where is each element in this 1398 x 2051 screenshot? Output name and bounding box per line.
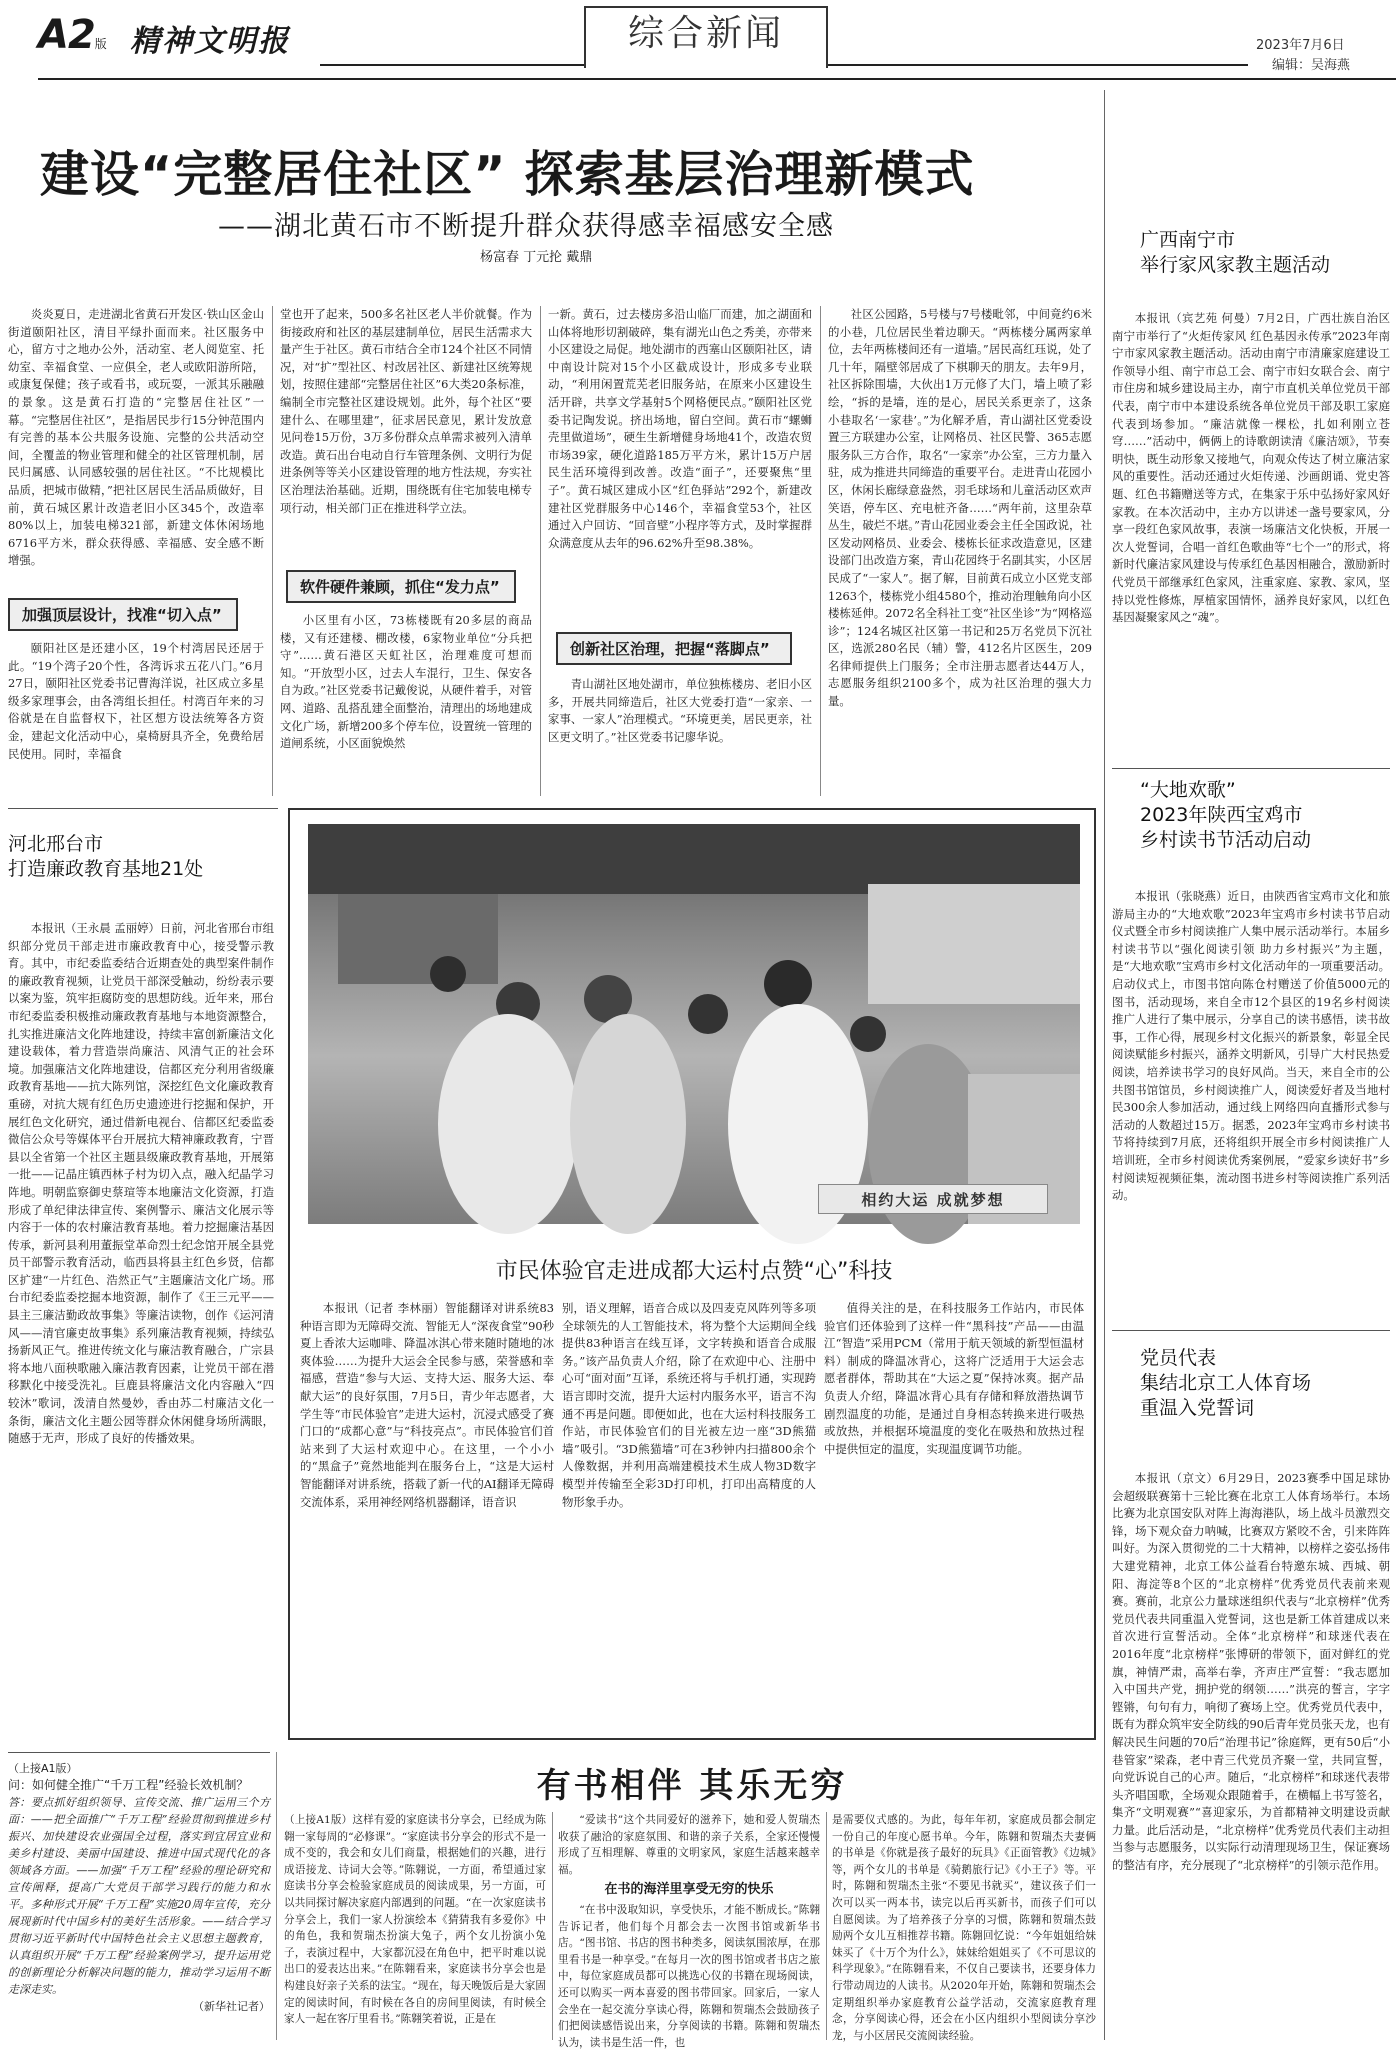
lead-col2b: 小区里有小区，73栋楼既有20多层的商品楼，又有还建楼、棚改楼，6家物业单位“分兵把守”……黄石港区天虹社区，治理难度可想而知。“开放型小区，过去人车混行，卫生、保安各自为政。”社区党委书记戴俊说，从硬件着手，对管网、道路、乱搭乱建全面整治，清理出的场地建成文化广场，新增200多个停车位，设置统一管理的道闸系统，小区面貌焕然 [280,613,532,751]
masthead [0,0,1398,80]
photo-story-headline: 市民体验官走进成都大运村点赞“心”科技 [495,1259,893,1284]
col-divider [552,1812,553,2040]
section-rule [8,808,278,809]
col-divider [820,306,821,796]
qa-question: 问：如何健全推广“千万工程”经验长效机制？ [8,1778,249,1792]
news-photo [308,824,1080,1224]
masthead-rule [38,78,1396,80]
right-column-divider [1104,90,1105,2040]
lead-col3b: 青山湖社区地处湖市，单位独栋楼房、老旧小区多，开展共同缔造后，社区大党委打造“一家亲、一家事、一家人”治理模式。“环境更美，居民更亲，社区更文明了。”社区党委书记廖华说。 [548,677,812,744]
photo-story-col3: 值得关注的是，在科技服务工作站内，市民体验官们还体验到了这样一件“黑科技”产品——由温江“智造”采用PCM（常用于航天领域的新型恒温材料）制成的降温冰背心，这将广泛适用于大运会志愿者群体，帮助其在“大运之夏”保持冰爽。据产品负责人介绍，降温冰背心具有存储和释放潜热调节剧烈温度的功能，是通过自身相态转换来进行吸热或放热，并根据环境温度的变化在吸热和放热过程中提供恒定的温度，实现温度调节功能。 [824,1301,1084,1456]
photo-story-col2: 别，语义理解，语音合成以及四麦克风阵列等多项全球领先的人工智能技术，将为整个大运期间全线提供83种语言在线互译，文字转换和语音合成服务。”该产品负责人介绍，除了在欢迎中心、注册中心可“面对面”互译，系统还将与手机打通，实现跨语言即时交流，提升大运村内服务水平，语言不沟通不再是问题。即便如此，也在大运村科技服务工作站，市民体验官们的目光被左边一座“3D熊猫墙”吸引。“3D熊猫墙”可在3秒钟内扫描800余个人像数据，并利用高端建模技术生成人物3D数字模型并传输至全彩3D打印机，打印出高精度的人物形象手办。 [562,1301,816,1509]
right2-title: “大地欢歌” 2023年陕西宝鸡市 乡村读书节活动启动 [1140,779,1312,851]
right1-title: 广西南宁市 举行家风家教主题活动 [1140,229,1331,276]
banner-text: 相约大运 成就梦想 [861,1190,1005,1209]
right3-body: 本报讯（京文）6月29日，2023赛季中国足球协会超级联赛第十三轮比赛在北京工人体育场举行。本场比赛为北京国安队对阵上海海港队，场上战斗员激烈交锋，场下观众奋力呐喊，比赛双方紧咬不舍，引来阵阵叫好。为深入贯彻党的二十大精神，以榜样之姿弘扬伟大建党精神，北京工体公益看台特邀东城、西城、朝阳、海淀等8个区的“北京榜样”优秀党员代表前来观赛。赛前，北京公力量球迷组织代表与“北京榜样”优秀党员代表共同重温入党誓词，这也是新工体首建成以来首次进行宣誓活动。全体“北京榜样”和球迷代表在2016年度“北京榜样”张博研的带领下，面对鲜红的党旗，神情严肃，高举右拳，齐声庄严宣誓：“我志愿加入中国共产党，拥护党的纲领……”洪亮的誓言，字字铿锵，句句有力，响彻了赛场上空。优秀党员代表中，既有为群众筑牢安全防线的90后青年党员张天龙，也有解决民生问题的70后“治理书记”徐庭辉，更有50后“小巷管家”梁森，老中青三代党员齐聚一堂，共同宣誓，向党诉说自己的心声。随后，“北京榜样”和球迷代表带头齐唱国歌，全场观众跟随着手，在横幅上书写签名，集齐“文明观赛”“喜迎家乐，为首都精神文明建设贡献力量。此后活动是，“北京榜样”优秀党员代表们主动担当参与志愿服务，以实际行动清理现场卫生，保证赛场的整洁有序，充分展现了“北京榜样”的引领示范作用。 [1112,1471,1390,1873]
lead-col4: 社区公园路，5号楼与7号楼毗邻，中间竟约6米的小巷，几位居民坐着边聊天。“两栋楼分属两家单位，去年两栋楼间还有一道墙。”居民高红珏说，处了几十年，隔壁邻居成了下棋聊天的朋友。去年9月，社区拆除围墙，大伙出1万元修了大门，墙上喷了彩绘，“拆的是墙，连的是心，居民关系更亲了，这条小巷取名‘一家巷’。”为化解矛盾，青山湖社区党委设置三方联建办公室，让网格员、社区民警、365志愿服务队三方合作，取名“一家亲”办公室，三方力量入驻，成为推进共同缔造的重要平台。走进青山花园小区，休闲长廊绿意盎然，羽毛球场和儿童活动区欢声笑语，停车区、充电桩齐备……“两年前，这里杂草丛生，破烂不堪。”青山花园业委会主任全国政说，社区发动网格员、业委会、楼栋长征求改造意见，区建设部门出改造方案，青山花园终于名副其实，小区居民成了“一家人”。据了解，目前黄石成立小区党支部1263个，楼栋党小组4580个，推动治理触角向小区楼栋延伸。2072名全科社工变“社区坐诊”为“网格巡诊”；124名城区社区第一书记和25万名党员下沉社区，选派280名民（辅）警，412名片区医生，209名律师提供上门服务；全市注册志愿者达44万人，志愿服务组织2100多个，成为社区治理的强大力量。 [828,307,1092,709]
col-divider [272,306,273,796]
left-story-body: 本报讯（王永晨 孟丽婷）日前，河北省邢台市组织部分党员干部走进市廉政教育中心，接受警示教育。其中，市纪委监委结合近期查处的典型案件制作的廉政教育视频，让党员干部深受触动，纷纷表示要以案为鉴，筑牢拒腐防变的思想防线。近年来，邢台市纪委监委积极推动廉政教育基地与本地资源整合，扎实推进廉洁文化阵地建设，持续丰富创新廉洁文化建设载体，着力营造崇尚廉洁、风清气正的社会环境。加强廉洁文化阵地建设，信都区充分利用省级廉政教育基地——抗大陈列馆，深挖红色文化廉政教育重磅，对抗大规有红色历史遗迹进行挖掘和保护，开展红色文化研究，通过借新电视台、信都区纪委监委微信公众号等媒体平台开展抗大精神廉政教育，宁晋县以全省第一个社区主题县级廉政教育基地，开展第一批——记晶庄镇西林子村为切入点，融入纪晶学习阵地。明朝监察御史蔡瑄等本地廉洁文化资源，打造形成了单纪律法律宣传、案例警示、廉洁文化展示等内容于一体的农村廉洁教育基地。着力挖掘廉洁基因传承，新河县利用董振堂革命烈士纪念馆开展全县党员干部警示教育活动，临西县将县主红色乡贤，信都区扩建“一片红色、浩然正气”主题廉洁文化广场。邢台市纪委监委挖掘本地资源，制作了《王三元平——县主三廉洁勤政故事集》等廉洁读物，创作《运河清风——清官廉吏故事集》系列廉洁教育视频，持续弘扬新风正气。推进传统文化与廉洁教育融合，广宗县将本地八面秧歌融入廉洁教育因素，让党员干部在潜移默化中接受洗礼。巨鹿县将廉洁文化内容融入“四较沐”歌词，泼清自然曼妙，香由苏二村廉洁文化一条街，廉洁文化主题公园等群众休闲健身场所满眼，随感于无声，形成了良好的传播效果。 [8,921,274,1446]
lead-headline: 建设“完整居住社区” 探索基层治理新模式 [40,146,975,203]
books-col1: （上接A1版）这样有爱的家庭读书分享会，已经成为陈翱一家每周的“必修课”。“家庭读书分享会的形式不是一成不变的，我会和女儿们商量，根据她们的兴趣，进行成语接龙、诗词大会等。”陈翱说，一方面，希望通过家庭读书分享会检验家庭成员的阅读成果，另一方面，可以共同探讨解决家庭内部遇到的问题。“在一次家庭读书分享会上，我们一家人扮演绘本《猜猜我有多爱你》中的角色，我和贺瑞杰扮演大兔子，两个女儿扮演小兔子，表演过程中，大家都沉浸在角色中，把平时难以说出口的爱表达出来。”在陈翱看来，家庭读书分享会也是构建良好亲子关系的法宝。“现在，每天晚饭后是大家固定的阅读时间，有时候在各自的房间里阅读，有时候全家人一起在客厅里看书。”陈翱笑着说，正是在 [284,1814,546,2026]
books-headline: 有书相伴 其乐无穷 [536,1766,848,1806]
editor-credit: 编辑：吴海燕 [1272,58,1351,73]
lead-subhead-2: 软件硬件兼顾，抓住“发力点” [286,570,516,603]
qa-source: （新华社记者） [193,2000,270,2013]
paper-name: 精神文明报 [130,24,290,59]
books-subhead: 在书的海洋里享受无穷的快乐 [604,1882,774,1897]
books-col2b: “在书中汲取知识，享受快乐，才能不断成长。”陈翱告诉记者，他们每个月都会去一次图书馆或新华书店。“图书馆、书店的图书种类多，阅读氛围浓厚，在那里看书是一种享受。”在每月一次的图书馆或者书店之旅中，每位家庭成员都可以挑选心仪的书籍在现场阅读，还可以购买一两本喜爱的图书带回家。回家后，一家人会坐在一起交流分享读心得，陈翱和贺瑞杰会鼓励孩子们把阅读感悟说出来，分享阅读的书籍。陈翱和贺瑞杰认为，读书是生活一件，也 [558,1904,820,2049]
qa-answer: 答：要点抓好组织领导、宣传交流、推广运用三个方面：——把全面推广“千万工程”经验贯彻到推进乡村振兴、加快建设农业强国全过程，落实到宜居宜业和美乡村建设、美丽中国建设、推进中国式现代化的各领域各方面。——加强“千万工程”经验的理论研究和宣传阐释，提高广大党员干部学习践行的能力和水平。多种形式开展“千万工程”实施20周年宣传，充分展现新时代中国乡村的美好生活形象。——结合学习贯彻习近平新时代中国特色社会主义思想主题教育，认真组织开展“千万工程”经验案例学习，提升运用党的创新理论分析解决问题的能力，推动学习运用不断走深走实。 [8,1796,270,1996]
lead-col3: 一新。黄石，过去楼房多沿山临厂而建，加之湖面和山体将地形切割破碎，集有湖光山色之秀美，亦带来小区建设之局促。地处湖市的西塞山区颐阳社区，请中南设计院对15个小区截成设计，形成多专业联动，“利用闲置荒芜老旧服务站，在原来小区建设生活开辟，共享文学基射5个网格便民点。”颐阳社区党委书记陶发说。挤出场地，留白空间。黄石市“螺蛳壳里做道场”，硬生生新增健身场地41个，改造农贸市场39家，硬化道路185万平方米，累计15万户居民生活环境得到改善。改造“面子”，还要聚焦“里子”。黄石城区建成小区“红色驿站”292个，新建改建社区党群服务中心146个，幸福食堂53个，社区通过入户回访、“回音壁”小程序等方式，及时掌握群众满意度从去年的96.62%升至98.38%。 [548,307,812,550]
lead-col1b: 颐阳社区是还建小区，19个村湾居民还居于此。“19个湾子20个性，各湾诉求五花八门。”6月27日，颐阳社区党委书记曹海洋说，社区成立多星级多家理事会，由各湾组长担任。村湾百年来的习俗就是在自监督权下，社区想方设法统筹各方资金，建起文化活动中心，桌椅厨具齐全，免费给居民使用。同时，幸福食 [8,641,264,761]
page-code: A2版 [38,12,106,58]
right2-body: 本报讯（张晓燕）近日，由陕西省宝鸡市文化和旅游局主办的“大地欢歌”2023年宝鸡市乡村读书节启动仪式暨全市乡村阅读推广人集中展示活动举行。本届乡村读书节以“强化阅读引领 助力乡村振兴”为主题，是“大地欢歌”宝鸡市乡村文化活动年的一项重要活动。启动仪式上，市图书馆向陈仓村赠送了价值5000元的图书，活动现场，来自全市12个县区的19名乡村阅读推广人进行了集中展示，分享自己的读书感悟，读书故事，工作心得，展现乡村文化振兴的新景象，彰显全民阅读赋能乡村振兴，涵养文明新风，引导广大村民热爱阅读，培养读书学习的良好风尚。当天，来自全市的公共图书馆馆员，乡村阅读推广人，阅读爱好者及当地村民300余人参加活动，通过线上网络四向直播形式参与活动的人数超过15万。据悉，2023年宝鸡市乡村读书节将持续到7月底，还将组织开展全市乡村阅读推广人培训班，全市乡村阅读优秀案例展，“爱家乡读好书”乡村阅读短视频征集，流动图书进乡村等阅读推广系列活动。 [1112,889,1390,1203]
section-box [584,6,828,68]
qa-block [8,1760,270,2040]
photo-caption-banner [818,1184,1048,1214]
masthead-divider-left [320,64,584,66]
crowd-photo-illustration [308,824,1080,1224]
right3-title: 党员代表 集结北京工人体育场 重温入党誓词 [1140,1347,1312,1419]
lead-col2: 堂也开了起来，500多名社区老人半价就餐。作为街接政府和社区的基层建制单位，居民生活需求大量产生于社区。黄石市结合全市124个社区不同情况，对“扩”型社区、村改居社区、新建社区统筹规划，按照住建部“完整居住社区”6大类20条标准，编制全市完整社区建设规划。此外，每个社区“要建什么、在哪里建”，征求居民意见，累计发放意见问卷15万份，3万多份群众点单需求被列入清单改造。黄石出台电动自行车管理条例、文明行为促进条例等等关小区建设管理的地方性法规，夯实社区治理法治基础。近期，围绕既有住宅加装电梯专项行动，相关部门正在推进科学立法。 [280,307,532,515]
col-divider [826,1812,827,2040]
masthead-divider-right [828,64,1248,66]
section-title: 综合新闻 [627,13,784,54]
photo-story-col1: 本报讯（记者 李林丽）智能翻译对讲系统83种语言即为无障碍交流、智能无人“深夜食堂”90秒夏上香浓大运咖啡、降温冰淇心带来随时随地的冰爽体验……为提升大运会全民参与感，荣誉感和幸福感，营造“参与大运、支持大运、服务大运、奉献大运”的良好氛围，7月5日，青少年志愿者，大学生等“市民体验官”走进大运村，沉浸式感受了赛门口的“成都心意”与“科技亮点”。市民体验官们首站来到了大运村欢迎中心。在这里，一个小小的“黑盒子”竟然地能判在服务台上，“这是大运村智能翻译对讲系统，搭载了新一代的AI翻译无障碍交流体系，采用神经网络机器翻译，语音识 [300,1301,554,1509]
lead-subhead-1: 加强顶层设计，找准“切入点” [8,598,238,631]
lead-subheadline: ——湖北黄石市不断提升群众获得感幸福感安全感 [218,211,834,242]
issue-date: 2023年7月6日 [1256,38,1345,53]
books-col3: 是需要仪式感的。为此，每年年初，家庭成员都会制定一份自己的年度心愿书单。今年，陈翱和贺瑞杰夫妻俩的书单是《你就是孩子最好的玩具》《正面管教》《边城》等，两个女儿的书单是《骑鹅旅行记》《小王子》等。平时，陈翱和贺瑞杰主张“不要见书就买”，建议孩子们一次可以买一两本书，读完以后再买新书，而孩子们可以自愿阅读。为了培养孩子分享的习惯，陈翱和贺瑞杰鼓励两个女儿互相推荐书籍。陈翱回忆说：“今年姐姐给妹妹买了《十万个为什么》，妹妹给姐姐买了《不可思议的科学现象》。”在陈翱看来，不仅自己要读书，还要身体力行带动周边的人读书。从2020年开始，陈翱和贺瑞杰会定期组织举办家庭教育公益学活动，交流家庭教育理念，分享阅读心得，还会在小区内组织小型阅读分享沙龙，与小区居民交流阅读经验。 [832,1814,1096,2042]
section-rule [8,1752,270,1753]
col-divider [540,306,541,796]
lead-byline: 杨富春 丁元抡 戴鼎 [480,250,593,265]
qa-continuation: （上接A1版） [8,1762,78,1775]
section-rule [1112,768,1390,769]
left-story-title: 河北邢台市 打造廉政教育基地21处 [8,833,204,880]
lead-col1: 炎炎夏日，走进湖北省黄石开发区·铁山区金山街道颐阳社区，清目平绿扑面而来。社区服务中心，留方寸之地办公外，活动室、老人阅览室、托幼室、幸福食堂、一应俱全，老人或欧阳游所陪，或康复保健；孩子或看书，或玩耍，一派其乐融融的景象。这是黄石打造的“完整居住社区”一幕。“完整居住社区”，是指居民步行15分钟范围内有完善的基本公共服务设施、完整的公共活动空间，全覆盖的物业管理和健全的社区管理机制，居民归属感、认同感较强的居住社区。“不比规模比品质，把城市做精，”把社区居民生活品质做好，目前，黄石城区累计改造老旧小区345个，改造率80%以上，加装电梯321部，新建文体休闲场地6716平方米，群众获得感、幸福感、安全感不断增强。 [8,307,264,568]
lead-subhead-3: 创新社区治理，把握“落脚点” [556,632,792,665]
books-col2: “爱读书”这个共同爱好的滋养下，她和爱人贺瑞杰收获了融洽的家庭氛围、和谐的亲子关系，全家还慢慢形成了互相理解、尊重的文明家风，家庭生活越来越幸福。 [558,1814,820,1876]
right1-body: 本报讯（宾艺苑 何曼）7月2日，广西壮族自治区南宁市举行了“火炬传家风 红色基因永传承”2023年南宁市家风家教主题活动。活动由南宁市清廉家庭建设工作领导小组、南宁市总工会、南宁市妇女联合会、南宁市住房和城乡建设局主办，南宁市直机关单位党员干部代表，南宁市中本建设系统各单位党员干部及职工家庭代表到场参加。“廉洁就像一棵松，扎如利刚立苍穹……”活动中，俩俩上的诗歌朗读清《廉洁颂》，节奏明快，既生动形象又接地气，向观众传达了树立廉洁家风的重要性。活动还通过火炬传递、沙画朗诵、党史答题、红色书籍赠送等方式，在集家于乐中弘扬好家风好家教。在本次活动中，主办方以讲述一盏号要家风，分享一段红色家风故事，表演一场廉洁文化快板，开展一次人党誓词，合唱一首红色歌曲等“七个一”的形式，将新时代廉洁家风建设与传承红色基因相融合，激励新时代党员干部继承红色家风，注重家庭、家教、家风，坚持以党性修炼，厚植家国情怀，涵养良好家风，以红色基因凝聚家风之“魂”。 [1112,311,1390,625]
col-divider [276,1752,277,2040]
section-rule [1112,1330,1390,1331]
